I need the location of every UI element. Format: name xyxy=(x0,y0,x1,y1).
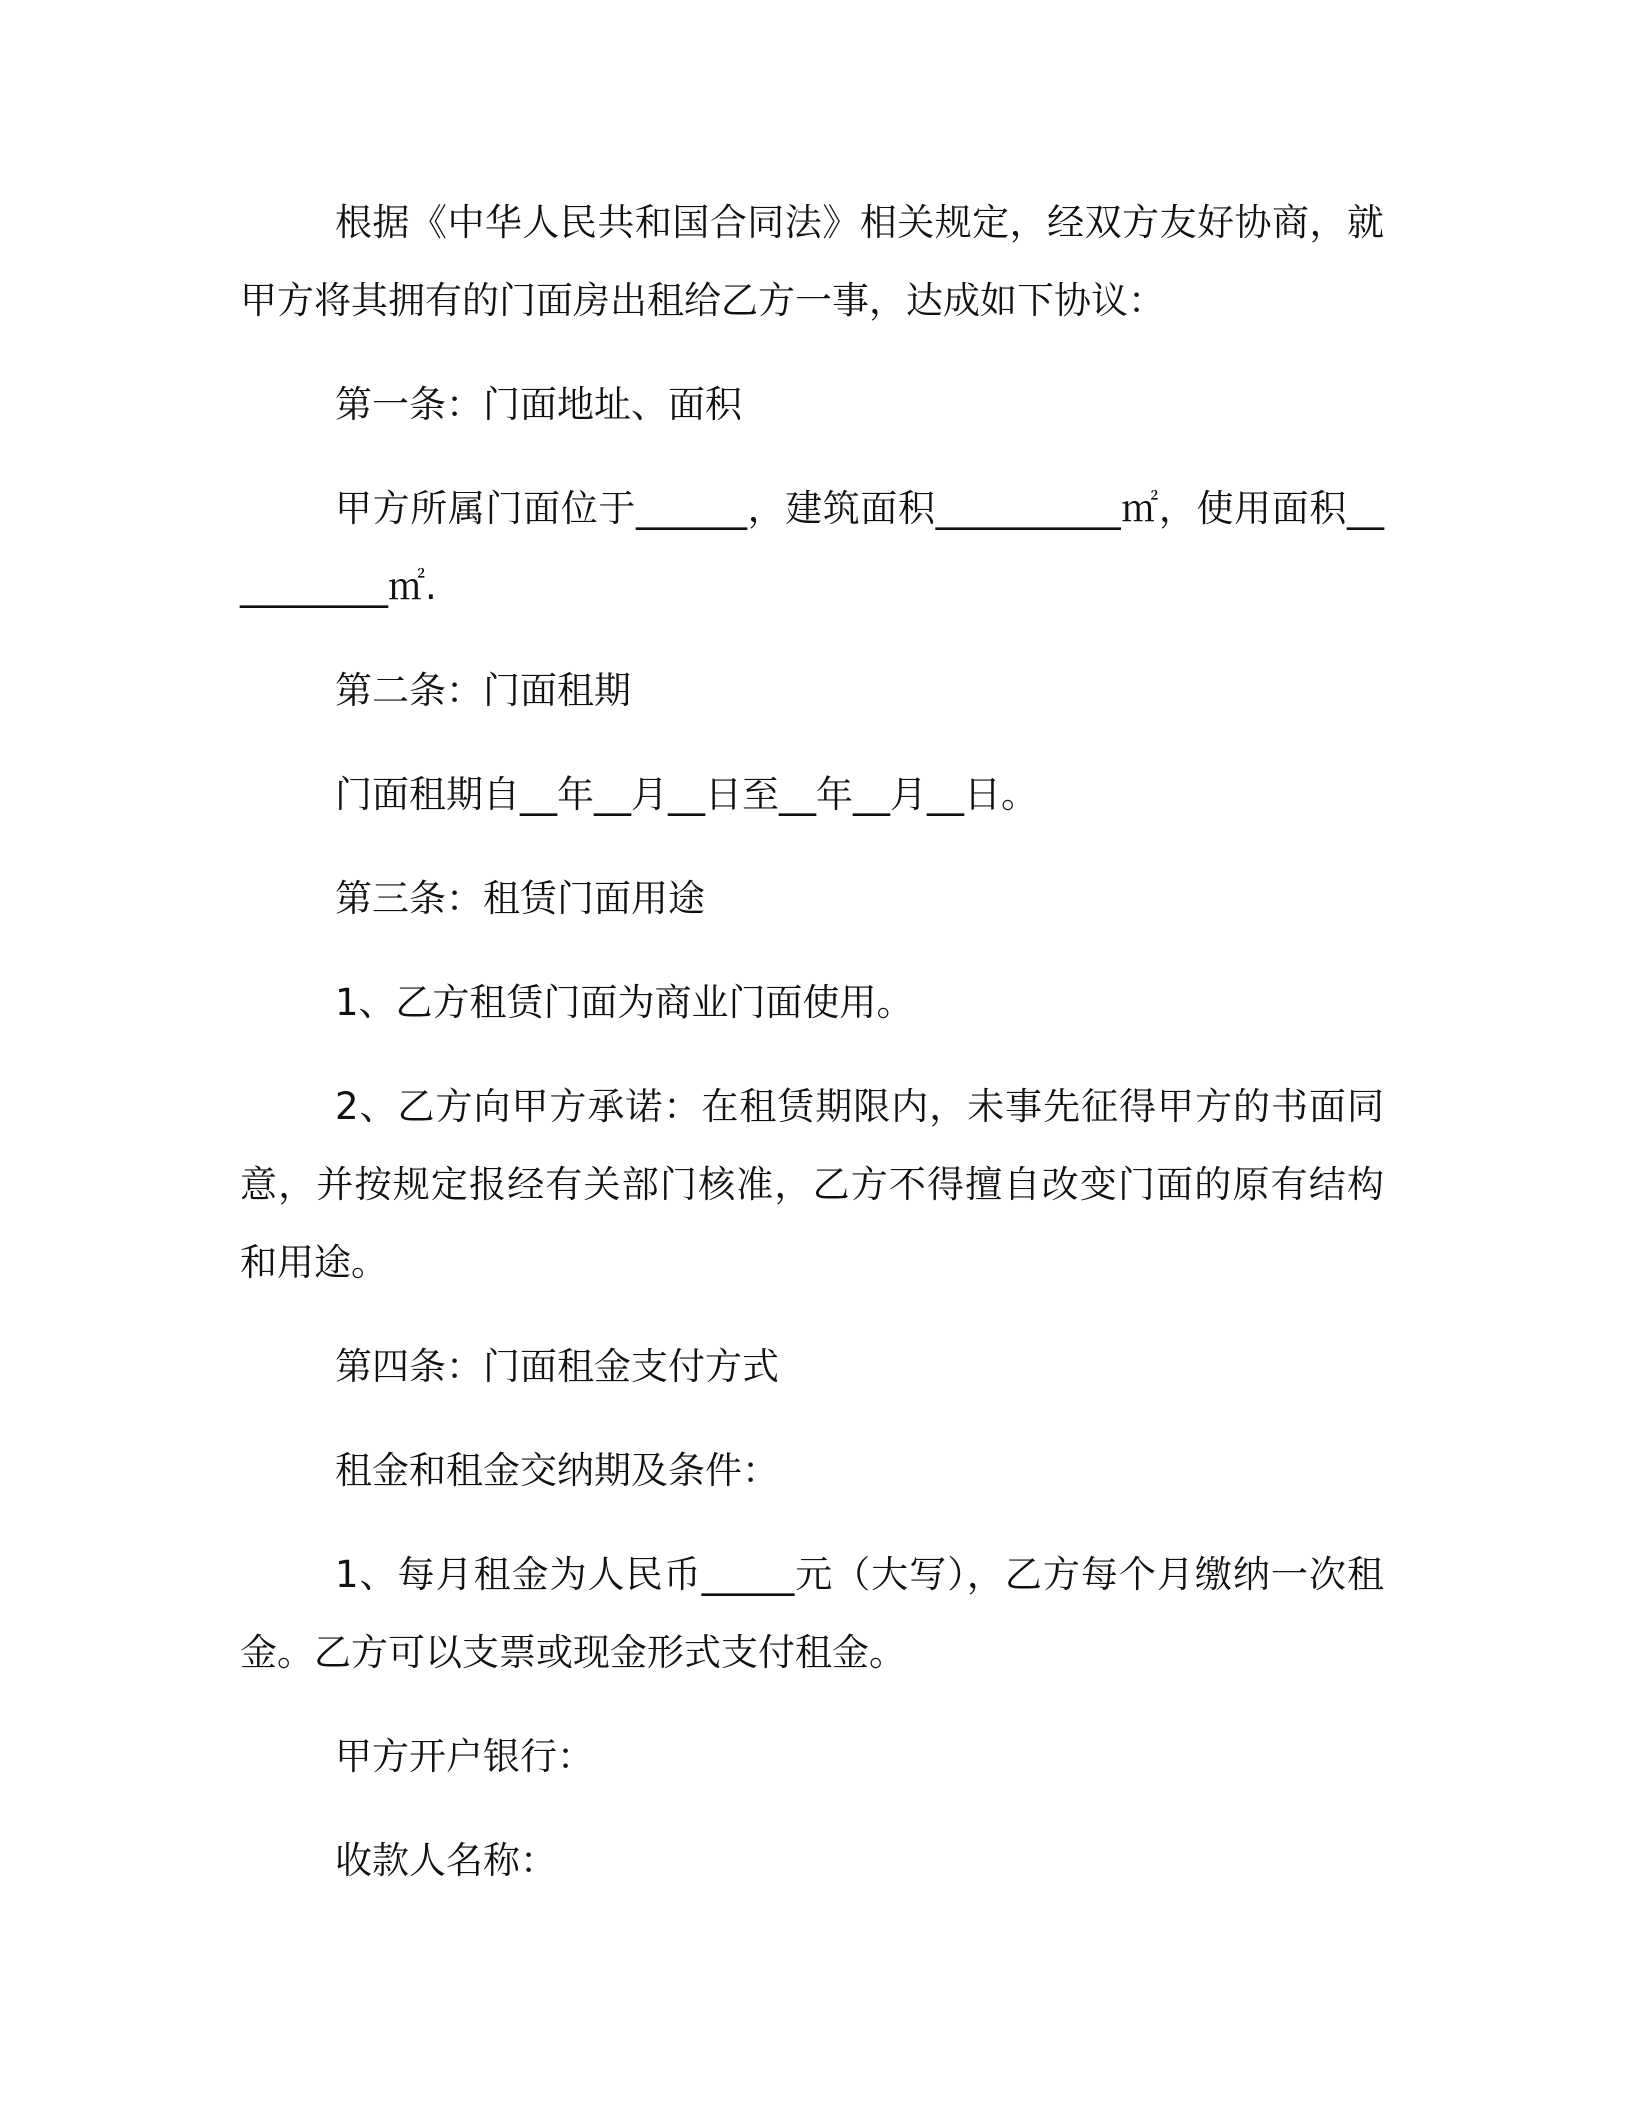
article-3-item-1: 1、乙方租赁门面为商业门面使用。 xyxy=(335,981,914,1024)
article-3-heading: 第三条：租赁门面用途 xyxy=(335,877,705,920)
article-4-rent-terms: 租金和租金交纳期及条件： xyxy=(335,1449,779,1492)
article-4-heading: 第四条：门面租金支付方式 xyxy=(335,1345,779,1388)
contract-body xyxy=(240,184,1384,1926)
bank-account-line: 甲方开户银行： xyxy=(335,1735,594,1778)
article-1-heading: 第一条：门面地址、面积 xyxy=(335,383,742,426)
article-1-address-area: 甲方所属门面位于______，建筑面积__________㎡，使用面积__________㎡. xyxy=(240,487,1384,608)
article-3-item-2: 2、乙方向甲方承诺：在租赁期限内，未事先征得甲方的书面同意，并按规定报经有关部门核准，乙方不得擅自改变门面的原有结构和用途。 xyxy=(240,1085,1384,1284)
article-4-item-1: 1、每月租金为人民币_____元（大写），乙方每个月缴纳一次租金。乙方可以支票或现金形式支付租金。 xyxy=(240,1553,1384,1674)
payee-name-line: 收款人名称： xyxy=(335,1839,557,1882)
intro-paragraph: 根据《中华人民共和国合同法》相关规定，经双方友好协商，就甲方将其拥有的门面房出租给乙方一事，达成如下协议： xyxy=(240,201,1384,322)
article-2-heading: 第二条：门面租期 xyxy=(335,669,631,712)
article-2-lease-term: 门面租期自__年__月__日至__年__月__日。 xyxy=(335,773,1038,816)
